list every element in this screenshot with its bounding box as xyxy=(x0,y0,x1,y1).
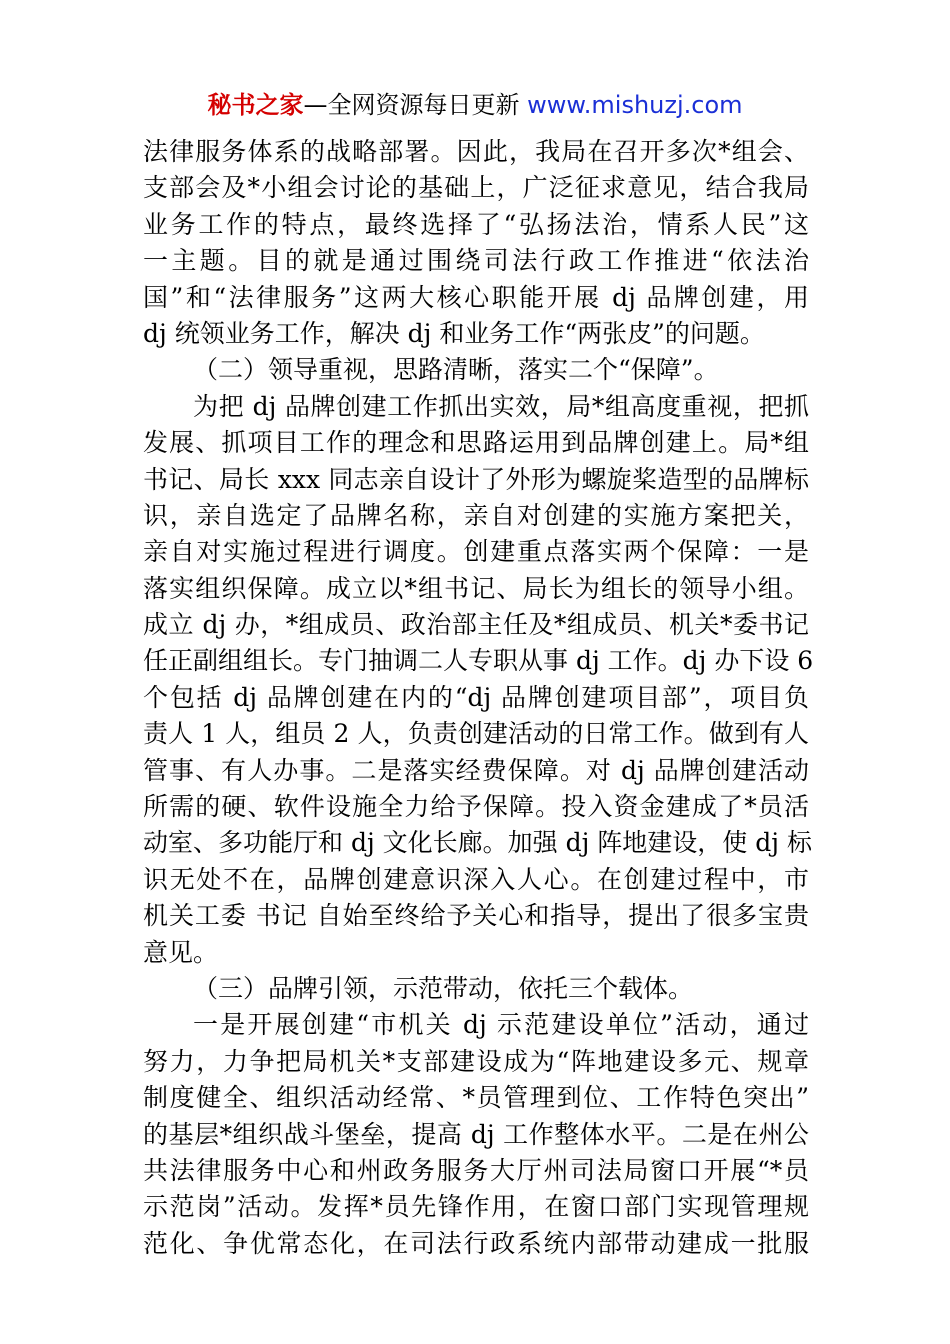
text-line: 落实组织保障。成立以*组书记、局长为组长的领导小组。 xyxy=(143,573,809,603)
text-line: 范化、争优常态化，在司法行政系统内部带动建成一批服 xyxy=(143,1228,809,1258)
text-line: 的基层*组织战斗堡垒，提高 dj 工作整体水平。二是在州公 xyxy=(143,1119,809,1149)
text-line: 任正副组组长。专门抽调二人专职从事 dj 工作。dj 办下设 6 xyxy=(143,646,814,676)
text-line: 支部会及*小组会讨论的基础上，广泛征求意见，结合我局 xyxy=(143,173,809,203)
brand-name: 秘书之家 xyxy=(207,91,304,119)
text-line: 机关工委 书记 自始至终给予关心和指导，提出了很多宝贵 xyxy=(143,901,809,931)
text-line: 国”和“法律服务”这两大核心职能开展 dj 品牌创建，用 xyxy=(143,282,809,312)
text-line: 责人 1 人，组员 2 人，负责创建活动的日常工作。做到有人 xyxy=(143,719,809,749)
text-line: 为把 dj 品牌创建工作抓出实效，局*组高度重视，把抓 xyxy=(193,391,809,421)
text-line: 业务工作的特点，最终选择了“弘扬法治，情系人民”这 xyxy=(143,209,809,239)
text-line: dj 统领业务工作，解决 dj 和业务工作“两张皮”的问题。 xyxy=(143,318,765,348)
text-line: 法律服务体系的战略部署。因此，我局在召开多次*组会、 xyxy=(143,137,809,166)
text-line: 所需的硬、软件设施全力给予保障。投入资金建成了*员活 xyxy=(143,792,809,822)
page-header xyxy=(0,88,950,122)
text-line: 个包括 dj 品牌创建在内的“dj 品牌创建项目部”，项目负 xyxy=(143,682,809,712)
document-body xyxy=(143,134,814,1262)
text-line: 识，亲自选定了品牌名称，亲自对创建的实施方案把关， xyxy=(143,500,809,530)
text-line: 努力，力争把局机关*支部建设成为“阵地建设多元、规章 xyxy=(143,1046,809,1076)
text-line: 示范岗”活动。发挥*员先锋作用，在窗口部门实现管理规 xyxy=(143,1192,809,1222)
text-line: 一是开展创建“市机关 dj 示范建设单位”活动，通过 xyxy=(193,1010,809,1040)
text-line: 一主题。目的就是通过围绕司法行政工作推进“依法治 xyxy=(143,246,809,276)
text-line: 书记、局长 xxx 同志亲自设计了外形为螺旋桨造型的品牌标 xyxy=(143,464,809,494)
text-line: 动室、多功能厅和 dj 文化长廊。加强 dj 阵地建设，使 dj 标 xyxy=(143,828,812,858)
site-url-link[interactable]: www.mishuzj.com xyxy=(527,91,743,119)
section-heading: （二）领导重视，思路清晰，落实二个“保障”。 xyxy=(193,355,719,385)
text-line: 管事、有人办事。二是落实经费保障。对 dj 品牌创建活动 xyxy=(143,755,809,785)
text-line: 亲自对实施过程进行调度。创建重点落实两个保障：一是 xyxy=(143,537,809,567)
section-heading: （三）品牌引领，示范带动，依托三个载体。 xyxy=(193,973,694,1003)
text-line: 发展、抓项目工作的理念和思路运用到品牌创建上。局*组 xyxy=(143,428,809,458)
text-line: 识无处不在，品牌创建意识深入人心。在创建过程中，市 xyxy=(143,864,809,894)
text-line: 制度健全、组织活动经常、*员管理到位、工作特色突出” xyxy=(143,1083,809,1113)
text-line: 意见。 xyxy=(143,937,219,967)
text-line: 成立 dj 办，*组成员、政治部主任及*组成员、机关*委书记 xyxy=(143,610,809,640)
text-line: 共法律服务中心和州政务服务大厅州司法局窗口开展“*员 xyxy=(143,1155,809,1185)
header-tagline: —全网资源每日更新 xyxy=(303,91,528,119)
